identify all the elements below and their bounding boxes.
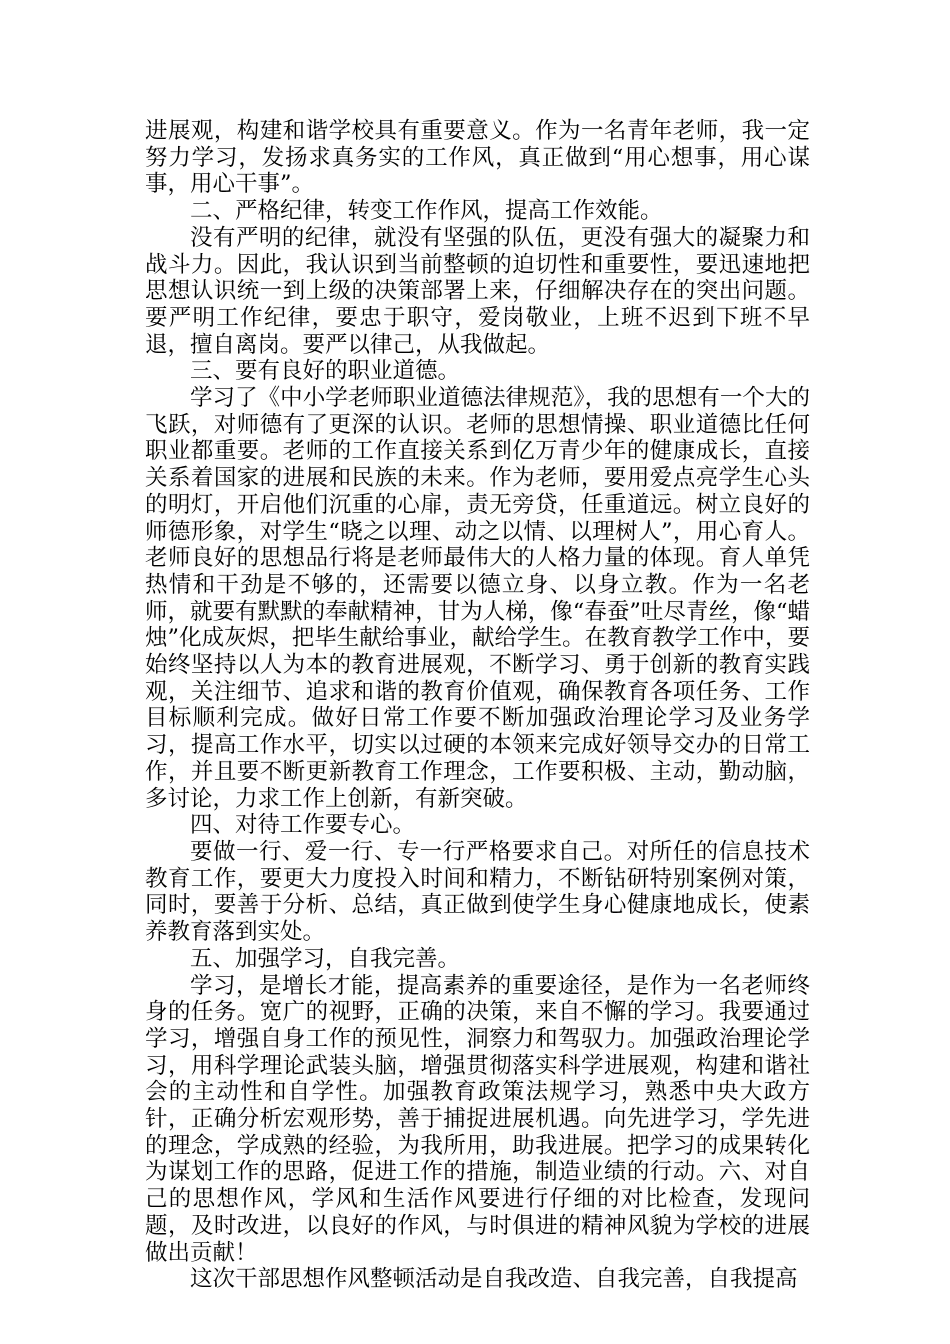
document-body (145, 118, 810, 1293)
section-heading-3: 三、要有良好的职业道德。 (190, 358, 461, 385)
section-heading-5: 五、加强学习，自我完善。 (190, 945, 461, 972)
paragraph-10: 这次干部思想作风整顿活动是自我改造、自我完善，自我提高 (190, 1266, 798, 1293)
paragraph-9: 学习，是增长才能，提高素养的重要途径，是作为一名老师终身的任务。宽广的视野，正确的决策，来自不懈的学习。我要通过学习，增强自身工作的预见性，洞察力和驾驭力。加强政治理论学习，用科学理论武装头脑，增强贯彻落实科学进展观，构建和谐社会的主动性和自学性。加强教育政策法规学习，熟悉中央大政方针，正确分析宏观形势，善于捕捉进展机遇。向先进学习，学先进的理念，学成熟的经验，为我所用，助我进展。把学习的成果转化为谋划工作的思路，促进工作的措施，制造业绩的行动。六、对自己的思想作风，学风和生活作风要进行仔细的对比检查，发现问题，及时改进，以良好的作风，与时俱进的精神风貌为学校的进展做出贡献！ (145, 972, 810, 1266)
paragraph-1: 进展观，构建和谐学校具有重要意义。作为一名青年老师，我一定努力学习，发扬求真务实的工作风，真正做到“用心想事，用心谋事，用心干事”。 (145, 118, 810, 198)
section-heading-2: 二、严格纪律，转变工作作风，提高工作效能。 (190, 198, 663, 225)
section-heading-4: 四、对待工作要专心。 (190, 812, 416, 839)
paragraph-7: 要做一行、爱一行、专一行严格要求自己。对所任的信息技术教育工作，要更大力度投入时间和精力，不断钻研特别案例对策，同时，要善于分析、总结，真正做到使学生身心健康地成长，使素养教育落到实处。 (145, 838, 810, 946)
paragraph-3: 没有严明的纪律，就没有坚强的队伍，更没有强大的凝聚力和战斗力。因此，我认识到当前整顿的迫切性和重要性，要迅速地把思想认识统一到上级的决策部署上来，仔细解决存在的突出问题。要严明工作纪律，要忠于职守，爱岗敬业，上班不迟到下班不早退，擅自离岗。要严以律己，从我做起。 (145, 224, 810, 358)
paragraph-5: 学习了《中小学老师职业道德法律规范》，我的思想有一个大的飞跃，对师德有了更深的认识。老师的思想情操、职业道德比任何职业都重要。老师的工作直接关系到亿万青少年的健康成长，直接关系着国家的进展和民族的未来。作为老师，要用爱点亮学生心头的明灯，开启他们沉重的心扉，责无旁贷，任重道远。树立良好的师德形象，对学生“晓之以理、动之以情、以理树人”，用心育人。老师良好的思想品行将是老师最伟大的人格力量的体现。育人单凭热情和干劲是不够的，还需要以德立身、以身立教。作为一名老师，就要有默默的奉献精神，甘为人梯，像“春蚕”吐尽青丝，像“蜡烛”化成灰烬，把毕生献给事业，献给学生。在教育教学工作中，要始终坚持以人为本的教育进展观，不断学习、勇于创新的教育实践观，关注细节、追求和谐的教育价值观，确保教育各项任务、工作目标顺利完成。做好日常工作要不断加强政治理论学习及业务学习，提高工作水平，切实以过硬的本领来完成好领导交办的日常工作，并且要不断更新教育工作理念，工作要积极、主动，勤动脑，多讨论，力求工作上创新，有新突破。 (145, 385, 810, 812)
